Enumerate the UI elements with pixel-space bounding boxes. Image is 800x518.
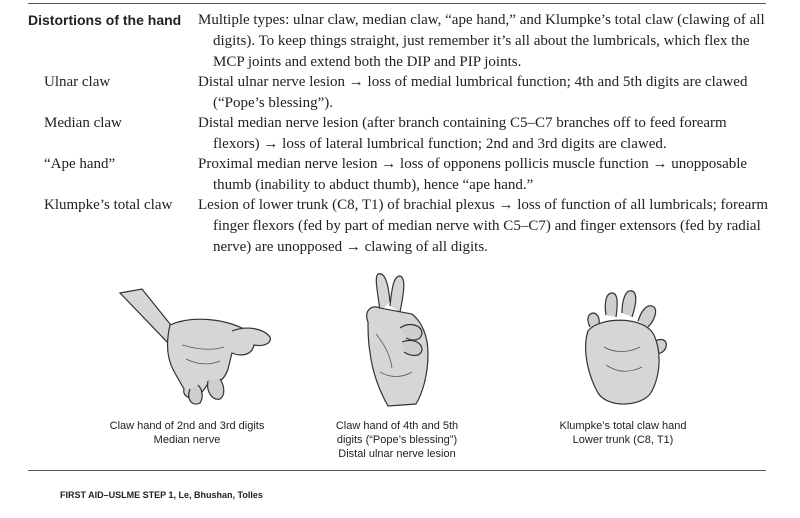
median-claw-hand-illustration xyxy=(112,285,282,410)
desc-ulnar-claw: Distal ulnar nerve lesion → loss of medial lumbrical function; 4th and 5th digits are clawed (“Pope’s blessing”). xyxy=(198,74,748,111)
caption-ulnar-claw-line1: Claw hand of 4th and 5th xyxy=(335,420,459,432)
desc-ape-hand: Proximal median nerve lesion → loss of opponens pollicis muscle function → unopposable thumb (inability to abduct thumb), hence “ape hand.” xyxy=(198,156,748,193)
caption-median-claw xyxy=(82,419,292,447)
term-ulnar-claw: Ulnar claw xyxy=(44,74,111,90)
figure-ulnar-claw xyxy=(350,272,445,412)
caption-median-claw-line1: Claw hand of 2nd and 3rd digits xyxy=(109,420,265,432)
term-median-claw: Median claw xyxy=(44,115,122,131)
ulnar-claw-hand-illustration xyxy=(350,272,445,412)
term-ape-hand: “Ape hand” xyxy=(44,156,116,172)
caption-klumpke-claw xyxy=(533,419,713,447)
section-title: Distortions of the hand xyxy=(28,12,182,28)
klumpke-claw-hand-illustration xyxy=(568,283,678,413)
caption-ulnar-claw xyxy=(307,419,487,461)
bottom-rule xyxy=(28,470,766,471)
caption-klumpke-claw-line1: Klumpke’s total claw hand xyxy=(559,420,687,432)
top-rule xyxy=(28,3,766,4)
desc-median-claw: Distal median nerve lesion (after branch containing C5–C7 branches off to feed forearm flexors) → loss of lateral lumbrical function; 2nd and 3rd digits are clawed. xyxy=(198,115,727,152)
section-description: Multiple types: ulnar claw, median claw, “ape hand,” and Klumpke’s total claw (clawing of all digits). To keep things straight, just remember it’s all about the lumbricals, which flex the MCP joints and extend both the DIP and PIP joints. xyxy=(198,12,765,70)
figure-median-claw xyxy=(112,285,282,410)
caption-klumpke-claw-line2: Lower trunk (C8, T1) xyxy=(572,434,674,446)
source-citation: FIRST AID–USLME STEP 1, Le, Bhushan, Tolles xyxy=(60,490,263,500)
caption-ulnar-claw-line3: Distal ulnar nerve lesion xyxy=(338,448,456,460)
desc-klumpke-claw: Lesion of lower trunk (C8, T1) of brachial plexus → loss of function of all lumbricals; forearm finger flexors (fed by part of median nerve with C5–C7) and finger extensors (fed by radial nerve) are unopposed → clawing of all digits. xyxy=(198,197,768,255)
caption-ulnar-claw-line2: digits (“Pope’s blessing”) xyxy=(336,434,458,446)
figure-klumpke-claw xyxy=(568,283,678,413)
term-klumpke-claw: Klumpke’s total claw xyxy=(44,197,173,213)
caption-median-claw-line2: Median nerve xyxy=(153,434,221,446)
